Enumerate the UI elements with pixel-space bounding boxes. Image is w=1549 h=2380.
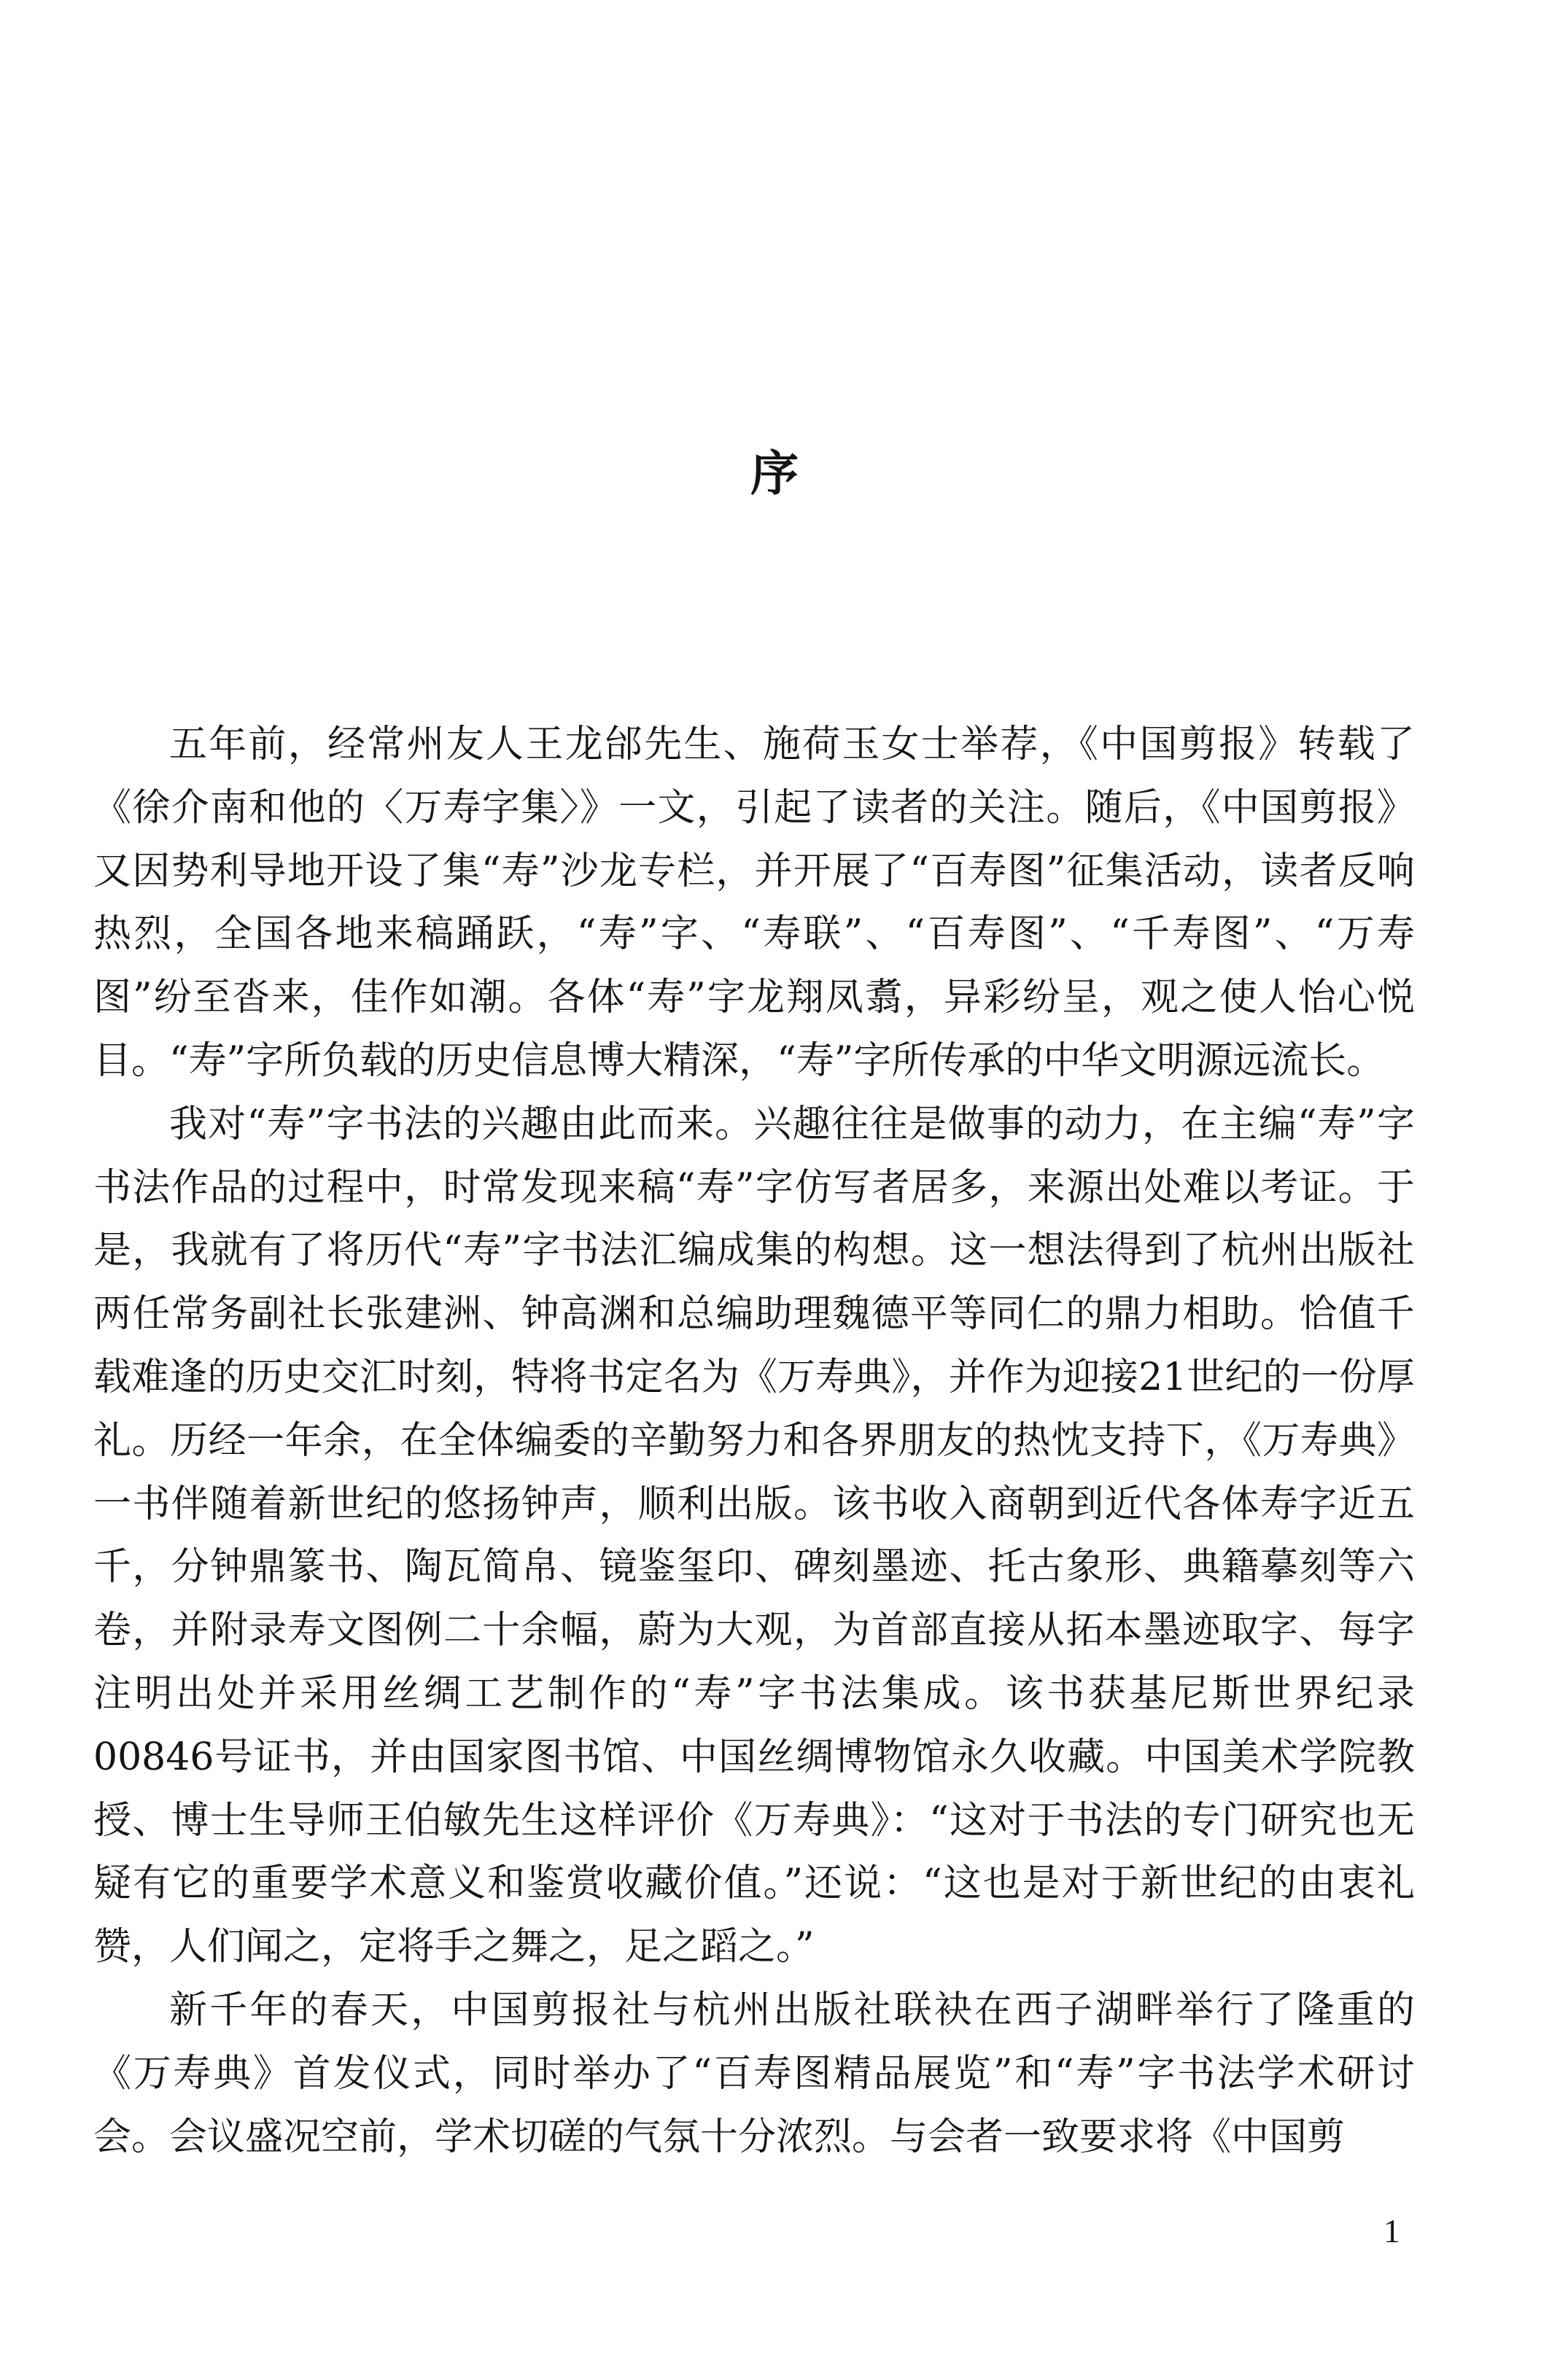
paragraph-3: 新千年的春天，中国剪报社与杭州出版社联袂在西子湖畔举行了隆重的《万寿典》首发仪式，同时举办了“百寿图精品展览”和“寿”字书法学术研讨会。会议盛况空前，学术切磋的气氛十分浓烈。与会者一致要求将《中国剪	[93, 1988, 1415, 2159]
paragraph-2: 我对“寿”字书法的兴趣由此而来。兴趣往往是做事的动力，在主编“寿”字书法作品的过程中，时常发现来稿“寿”字仿写者居多，来源出处难以考证。于是，我就有了将历代“寿”字书法汇编成集的构想。这一想法得到了杭州出版社两任常务副社长张建洲、钟高渊和总编助理魏德平等同仁的鼎力相助。恰值千载难逢的历史交汇时刻，特将书定名为《万寿典》，并作为迎接21世纪的一份厚礼。历经一年余，在全体编委的辛勤努力和各界朋友的热忱支持下，《万寿典》一书伴随着新世纪的悠扬钟声，顺利出版。该书收入商朝到近代各体寿字近五千，分钟鼎篆书、陶瓦简帛、镜鉴玺印、碑刻墨迹、托古象形、典籍摹刻等六卷，并附录寿文图例二十余幅，蔚为大观，为首部直接从拓本墨迹取字、每字注明出处并采用丝绸工艺制作的“寿”字书法集成。该书获基尼斯世界纪录00846号证书，并由国家图书馆、中国丝绸博物馆永久收藏。中国美术学院教授、博士生导师王伯敏先生这样评价《万寿典》：“这对于书法的专门研究也无疑有它的重要学术意义和鉴赏收藏价值。”还说：“这也是对于新世纪的由衷礼赞，人们闻之，定将手之舞之，足之蹈之。”	[93, 1102, 1415, 1969]
preface-body	[93, 713, 1415, 2169]
preface-title: 序	[750, 446, 799, 502]
paragraph-1: 五年前，经常州友人王龙邰先生、施荷玉女士举荐，《中国剪报》转载了《徐介南和他的〈万寿字集〉》一文，引起了读者的关注。随后，《中国剪报》又因势利导地开设了集“寿”沙龙专栏，并开展了“百寿图”征集活动，读者反响热烈，全国各地来稿踊跃，“寿”字、“寿联”、“百寿图”、“千寿图”、“万寿图”纷至沓来，佳作如潮。各体“寿”字龙翔凤翥，异彩纷呈，观之使人怡心悦目。“寿”字所负载的历史信息博大精深，“寿”字所传承的中华文明源远流长。	[93, 723, 1415, 1083]
page-number: 1	[1383, 2212, 1400, 2249]
